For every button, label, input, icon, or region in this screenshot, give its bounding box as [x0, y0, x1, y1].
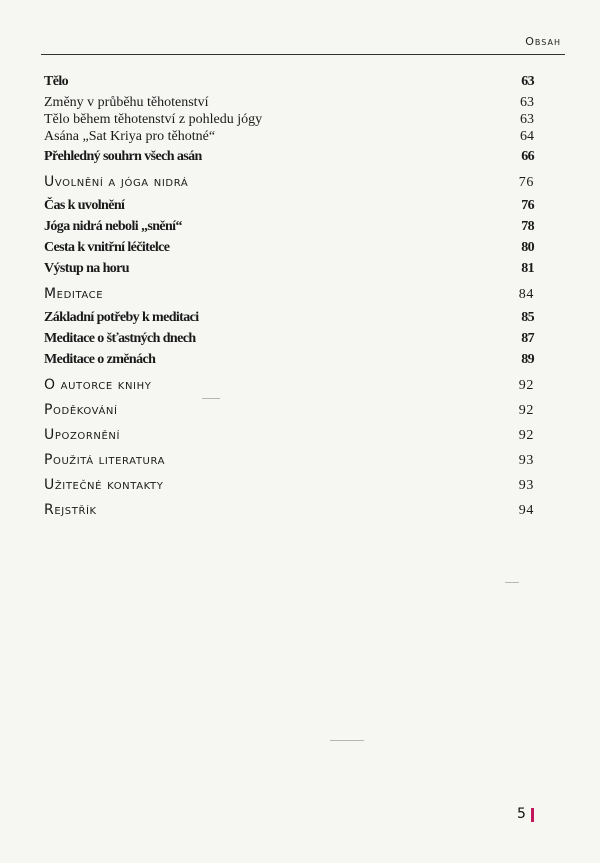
- running-head: Obsah: [525, 35, 561, 48]
- toc-section-label: Poděkování: [44, 402, 118, 418]
- toc-section-page: 92: [518, 428, 534, 443]
- toc-entry-page: 78: [521, 219, 534, 234]
- toc-entry-page: 63: [520, 112, 534, 127]
- toc-section-page: 76: [518, 175, 534, 190]
- toc-entry-vystup[interactable]: [44, 261, 534, 282]
- scan-mark: [505, 582, 519, 583]
- toc-section-label: Upozornění: [44, 427, 121, 443]
- toc-section-label: Meditace: [44, 286, 104, 302]
- toc-section-page: 94: [518, 503, 534, 518]
- toc-entry-zmeny[interactable]: [44, 95, 534, 112]
- toc-section-rejstrik[interactable]: [44, 498, 534, 523]
- page-number: 5: [517, 806, 526, 822]
- toc-entry-page: 80: [521, 240, 534, 255]
- scan-mark: [202, 398, 220, 399]
- toc-entry-souhrn[interactable]: [44, 149, 534, 170]
- toc-section-label: Použitá literatura: [44, 452, 166, 468]
- toc-entry-label: Základní potřeby k meditaci: [44, 310, 199, 325]
- toc-entry-label: Jóga nidrá neboli „snění“: [44, 219, 182, 234]
- toc-entry-label: Asána „Sat Kriya pro těhotné“: [44, 129, 216, 144]
- toc-entry-label: Meditace o změnách: [44, 352, 156, 367]
- toc-entry-label: Přehledný souhrn všech asán: [44, 149, 202, 164]
- toc-entry-page: 89: [521, 352, 534, 367]
- toc-entry-label: Cesta k vnitřní léčitelce: [44, 240, 170, 255]
- toc-entry-label: Výstup na horu: [44, 261, 129, 276]
- toc-entry-page: 76: [521, 198, 534, 213]
- toc-entry-page: 81: [521, 261, 534, 276]
- folio-accent-mark: [531, 808, 534, 822]
- toc-section-upozorneni[interactable]: [44, 423, 534, 448]
- toc-section-label: Užitečné kontakty: [44, 477, 164, 493]
- toc-entry-page: 63: [520, 95, 534, 110]
- toc-entry-page: 87: [521, 331, 534, 346]
- table-of-contents: [44, 74, 534, 523]
- toc-section-podekovani[interactable]: [44, 398, 534, 423]
- toc-entry-label: Tělo během těhotenství z pohledu jógy: [44, 112, 263, 127]
- toc-entry-telo-jogy[interactable]: [44, 112, 534, 129]
- toc-section-kontakty[interactable]: [44, 473, 534, 498]
- toc-entry-stastne-dny[interactable]: [44, 331, 534, 352]
- scan-mark: [330, 740, 364, 741]
- toc-entry-zmeny-meditace[interactable]: [44, 352, 534, 373]
- toc-section-page: 93: [518, 453, 534, 468]
- toc-entry-label: Meditace o šťastných dnech: [44, 331, 196, 346]
- toc-entry-zakladni[interactable]: [44, 310, 534, 331]
- header-rule: [41, 54, 565, 55]
- toc-section-page: 84: [518, 287, 534, 302]
- toc-section-autorka[interactable]: [44, 373, 534, 398]
- toc-section-label: Uvolnění a jóga nidrá: [44, 174, 189, 190]
- toc-entry-label: Čas k uvolnění: [44, 198, 125, 213]
- toc-section-label: Rejstřík: [44, 502, 97, 518]
- toc-entry-label: Změny v průběhu těhotenství: [44, 95, 209, 110]
- toc-entry-asana[interactable]: [44, 129, 534, 146]
- toc-entry-cas[interactable]: [44, 198, 534, 219]
- toc-section-meditace[interactable]: [44, 282, 534, 307]
- toc-section-page: 92: [518, 378, 534, 393]
- toc-section-literatura[interactable]: [44, 448, 534, 473]
- toc-section-uvolneni[interactable]: [44, 170, 534, 195]
- toc-entry-cesta[interactable]: [44, 240, 534, 261]
- toc-section-page: 93: [518, 478, 534, 493]
- toc-entry-page: 63: [521, 74, 534, 89]
- toc-section-label: O autorce knihy: [44, 377, 152, 393]
- toc-entry-label: Tělo: [44, 74, 69, 89]
- toc-entry-page: 64: [520, 129, 534, 144]
- toc-entry-page: 66: [521, 149, 534, 164]
- toc-entry-telo[interactable]: [44, 74, 534, 95]
- toc-entry-joga-nidra[interactable]: [44, 219, 534, 240]
- toc-entry-page: 85: [521, 310, 534, 325]
- toc-section-page: 92: [518, 403, 534, 418]
